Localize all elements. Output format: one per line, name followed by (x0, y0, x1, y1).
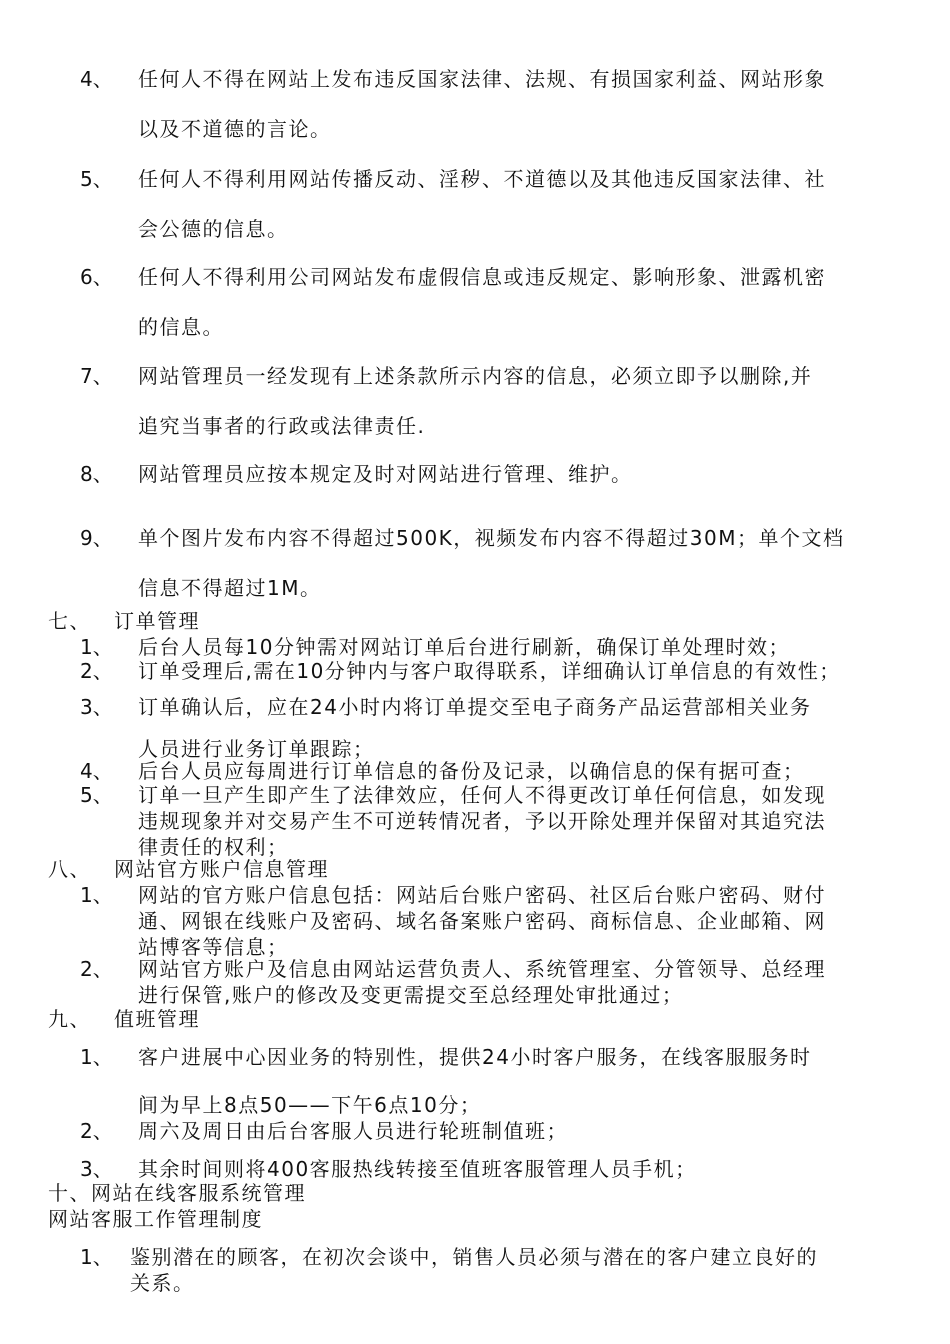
item-line: 间为早上8点50——下午6点10分； (138, 1093, 482, 1117)
list-item (80, 1244, 910, 1296)
list-item (80, 758, 910, 784)
item-line: 人员进行业务订单跟踪； (138, 737, 375, 761)
item-number: 4、 (80, 759, 113, 783)
section-title: 订单管理 (114, 609, 200, 633)
item-line: 律责任的权利； (138, 835, 289, 859)
list-item (80, 1118, 910, 1144)
list-item (80, 694, 910, 764)
item-number: 1、 (80, 883, 113, 907)
item-line: 订单一旦产生即产生了法律效应，任何人不得更改订单任何信息，如发现 (138, 783, 826, 807)
item-line: 后台人员每10分钟需对网站订单后台进行刷新，确保订单处理时效； (138, 635, 790, 659)
list-item (80, 1044, 910, 1124)
item-number: 5、 (80, 167, 113, 191)
item-number: 2、 (80, 659, 113, 683)
item-number: 4、 (80, 67, 113, 91)
item-number: 5、 (80, 783, 113, 807)
list-item (80, 882, 910, 962)
item-line: 订单确认后，应在24小时内将订单提交至电子商务产品运营部相关业务 (138, 695, 812, 719)
item-line: 以及不道德的言论。 (138, 117, 332, 141)
item-line: 订单受理后,需在10分钟内与客户取得联系，详细确认订单信息的有效性； (138, 659, 841, 683)
item-number: 1、 (80, 1245, 113, 1269)
item-line: 的信息。 (138, 315, 224, 339)
list-item (80, 956, 910, 1008)
section-heading (48, 856, 329, 882)
list-item (80, 782, 910, 862)
item-line: 通、网银在线账户及密码、域名备案账户密码、商标信息、企业邮箱、网 (138, 909, 826, 933)
item-line: 网站管理员一经发现有上述条款所示内容的信息，必须立即予以删除,并 (138, 364, 813, 388)
item-line: 关系。 (130, 1271, 195, 1295)
item-line: 其余时间则将400客服热线转接至值班客服管理人员手机； (138, 1157, 697, 1181)
item-line: 站博客等信息； (138, 935, 289, 959)
list-item (80, 255, 910, 365)
item-line: 客户进展中心因业务的特别性，提供24小时客户服务，在线客服服务时 (138, 1045, 812, 1069)
list-item (80, 634, 910, 660)
item-number: 8、 (80, 462, 113, 486)
item-line: 网站管理员应按本规定及时对网站进行管理、维护。 (138, 462, 633, 486)
item-line: 追究当事者的行政或法律责任. (138, 414, 426, 438)
item-line: 周六及周日由后台客服人员进行轮班制值班； (138, 1119, 568, 1143)
item-number: 2、 (80, 957, 113, 981)
section-number: 九、 (48, 1007, 91, 1031)
item-line: 进行保管,账户的修改及变更需提交至总经理处审批通过； (138, 983, 684, 1007)
section-heading (48, 608, 200, 634)
item-number: 3、 (80, 695, 113, 719)
item-line: 单个图片发布内容不得超过500K，视频发布内容不得超过30M；单个文档 (138, 526, 845, 550)
item-line: 任何人不得利用网站传播反动、淫秽、不道德以及其他违反国家法律、社 (138, 167, 826, 191)
item-number: 9、 (80, 526, 113, 550)
list-item (80, 155, 910, 265)
item-line: 违规现象并对交易产生不可逆转情况者，予以开除处理并保留对其追究法 (138, 809, 826, 833)
section-title: 网站官方账户信息管理 (114, 857, 329, 881)
list-item (80, 1156, 910, 1182)
item-line: 任何人不得利用公司网站发布虚假信息或违反规定、影响形象、泄露机密 (138, 265, 826, 289)
section-subtitle: 网站客服工作管理制度 (48, 1207, 263, 1231)
list-item (80, 658, 910, 684)
item-line: 网站官方账户及信息由网站运营负责人、系统管理室、分管领导、总经理 (138, 957, 826, 981)
item-line: 会公德的信息。 (138, 217, 289, 241)
section-number: 七、 (48, 609, 91, 633)
item-number: 2、 (80, 1119, 113, 1143)
item-number: 1、 (80, 1045, 113, 1069)
section-heading (48, 1006, 200, 1032)
list-item (80, 520, 910, 600)
section-number: 八、 (48, 857, 91, 881)
list-item (80, 48, 910, 158)
section-title: 值班管理 (114, 1007, 200, 1031)
item-line: 后台人员应每周进行订单信息的备份及记录，以确信息的保有据可查； (138, 759, 805, 783)
item-line: 网站的官方账户信息包括：网站后台账户密码、社区后台账户密码、财付 (138, 883, 826, 907)
section-heading: 十、网站在线客服系统管理 (48, 1181, 306, 1205)
item-number: 7、 (80, 364, 113, 388)
list-item (80, 356, 910, 466)
item-number: 3、 (80, 1157, 113, 1181)
list-item (80, 456, 910, 496)
item-line: 任何人不得在网站上发布违反国家法律、法规、有损国家利益、网站形象 (138, 67, 826, 91)
item-line: 信息不得超过1M。 (138, 576, 322, 600)
item-number: 6、 (80, 265, 113, 289)
item-number: 1、 (80, 635, 113, 659)
item-line: 鉴别潜在的顾客，在初次会谈中，销售人员必须与潜在的客户建立良好的 (130, 1245, 818, 1269)
